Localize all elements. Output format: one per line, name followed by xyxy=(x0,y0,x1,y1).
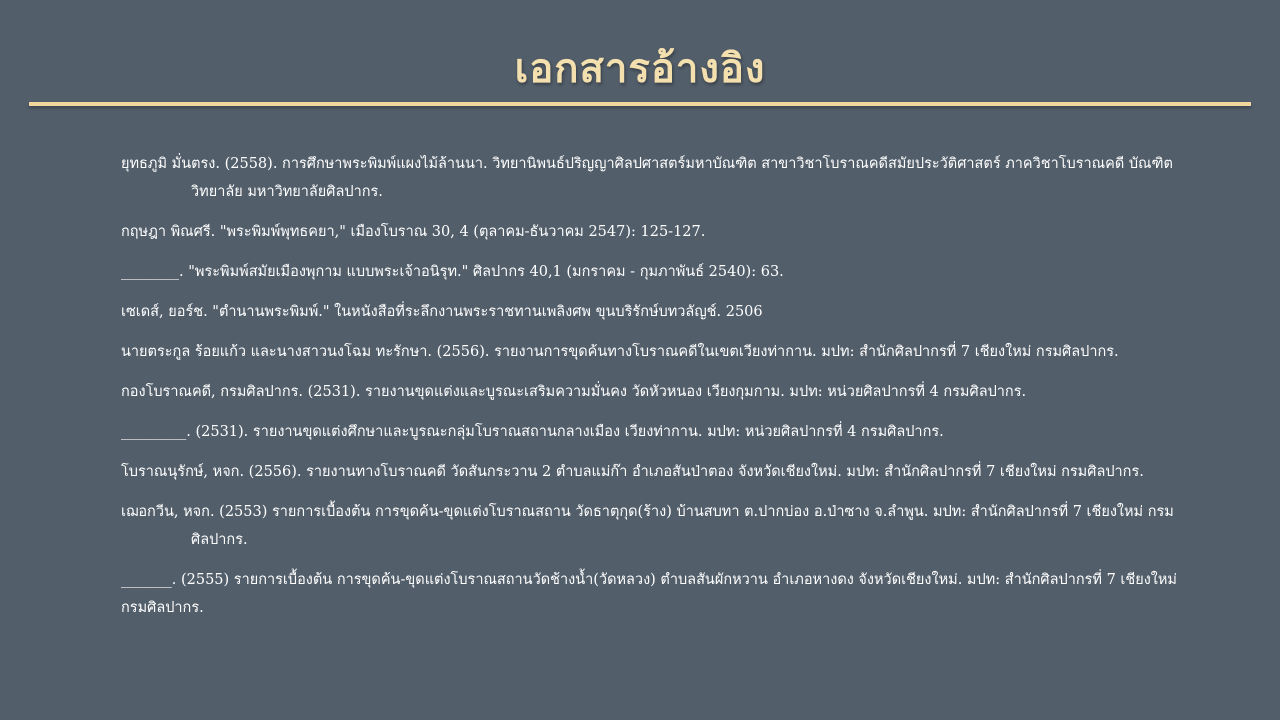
reference-item: ________. "พระพิมพ์สมัยเมืองพุกาม แบบพระเจ้าอนิรุท." ศิลปากร 40,1 (มกราคม - กุมภาพันธ์ 2540): 63. xyxy=(121,264,784,280)
reference-item: กองโบราณคดี, กรมศิลปากร. (2531). รายงานขุดแต่งและบูรณะเสริมความมั่นคง วัดหัวหนอง เวียงกุมกาม. มปท: หน่วยศิลปากรที่ 4 กรมศิลปากร. xyxy=(121,384,1027,400)
reference-item: เฌอกวีน, หจก. (2553) รายการเบื้องต้น การขุดค้น-ขุดแต่งโบราณสถาน วัดธาตุกุด(ร้าง) บ้านสบทา ต.ปากบ่อง อ.ป่าซาง จ.ลำพูน. มปท: สำนักศิลปากรที่ 7 เชียงใหม่ กรมศิลปากร. xyxy=(121,504,1174,548)
title-underline xyxy=(29,102,1251,106)
slide-title: เอกสารอ้างอิง xyxy=(514,46,766,92)
reference-item: เซเดส์, ยอร์ช. "ตำนานพระพิมพ์." ในหนังสือที่ระลึกงานพระราชทานเพลิงศพ ขุนบริรักษ์บทวลัญช์. 2506 xyxy=(121,304,763,320)
reference-item: นายตระกูล ร้อยแก้ว และนางสาวนงโฉม ทะรักษา. (2556). รายงานการขุดค้นทางโบราณคดีในเขตเวียงท่ากาน. มปท: สำนักศิลปากรที่ 7 เชียงใหม่ กรมศิลปากร. xyxy=(121,344,1119,360)
reference-list xyxy=(121,150,1181,634)
reference-item: โบราณนุรักษ์, หจก. (2556). รายงานทางโบราณคดี วัดสันกระวาน 2 ตำบลแม่ก๊า อำเภอสันป่าตอง จังหวัดเชียงใหม่. มปท: สำนักศิลปากรที่ 7 เชียงใหม่ กรมศิลปากร. xyxy=(121,464,1144,480)
reference-item: _______. (2555) รายการเบื้องต้น การขุดค้น-ขุดแต่งโบราณสถานวัดช้างน้ำ(วัดหลวง) ตำบลสันผักหวาน อำเภอหางดง จังหวัดเชียงใหม่. มปท: สำนักศิลปากรที่ 7 เชียงใหม่ กรมศิลปากร. xyxy=(121,572,1177,616)
reference-item: กฤษฎา พิณศรี. "พระพิมพ์พุทธคยา," เมืองโบราณ 30, 4 (ตุลาคม-ธันวาคม 2547): 125-127. xyxy=(121,224,706,240)
reference-item: ยุทธภูมิ มั่นตรง. (2558). การศึกษาพระพิมพ์แผงไม้ล้านนา. วิทยานิพนธ์ปริญญาศิลปศาสตร์มหาบัณฑิต สาขาวิชาโบราณคดีสมัยประวัติศาสตร์ ภาควิชาโบราณคดี บัณฑิตวิทยาลัย มหาวิทยาลัยศิลปากร. xyxy=(121,156,1173,200)
reference-item: _________. (2531). รายงานขุดแต่งศึกษาและบูรณะกลุ่มโบราณสถานกลางเมือง เวียงท่ากาน. มปท: หน่วยศิลปากรที่ 4 กรมศิลปากร. xyxy=(121,424,944,440)
